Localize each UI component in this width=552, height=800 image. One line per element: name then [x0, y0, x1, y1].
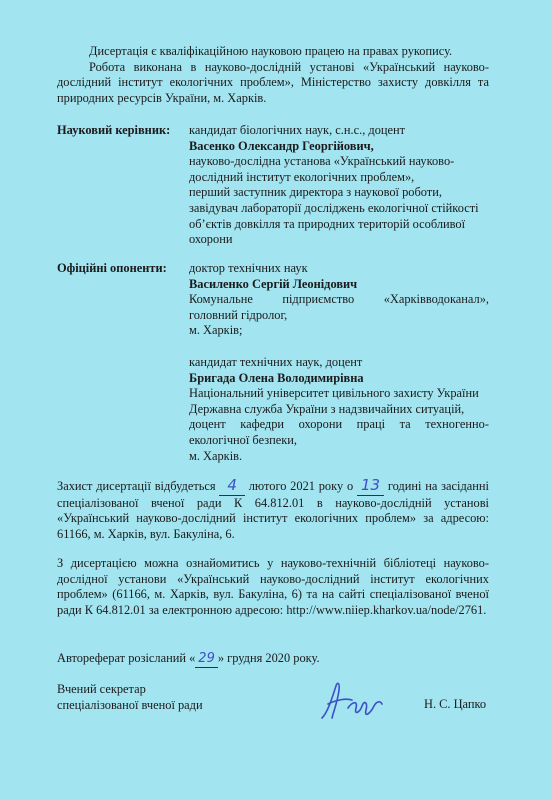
- secretary-title-line2: спеціалізованої вченої ради: [57, 697, 203, 712]
- signature-image: [318, 678, 388, 724]
- opponent2-org2: Державна служба України з надзвичайних ситуацій,: [189, 401, 465, 416]
- library-text: З дисертацією можна ознайомитись у науково-технічній бібліотеці науково-дослідної установи «Український науково-дослідний інститут екологічних проблем» (61166, м. Харків, вул. Бакуліна, 6) та на сайті спеціалізованої вченої ради К 64.812.01 за електронною адресою: http://www.niiep.kharkov.ua/node/2761.: [57, 556, 489, 617]
- library-paragraph: [57, 556, 489, 618]
- sent-day-handwritten: 29: [198, 651, 215, 666]
- opponent1-position: головний гідролог,: [189, 307, 288, 322]
- supervisor-section: [57, 123, 489, 248]
- opponent2-degree: кандидат технічних наук, доцент: [189, 354, 363, 369]
- opponent1-org: Комунальне підприємство «Харківводоканал»,: [189, 292, 489, 307]
- defense-paragraph: [57, 478, 489, 542]
- defense-day-field: [219, 478, 245, 496]
- opponents-section: [57, 261, 489, 464]
- opponents-label: Офіційні опоненти:: [57, 261, 167, 275]
- defense-day-handwritten: 4: [227, 476, 237, 494]
- opponents-body: [189, 261, 489, 464]
- sent-suffix: » грудня 2020 року.: [217, 651, 320, 665]
- intro-line: Дисертація є кваліфікаційною науковою працею на правах рукопису.: [89, 44, 453, 58]
- supervisor-org: науково-дослідна установа «Український науково-дослідний інститут екологічних проблем»,: [189, 154, 455, 184]
- intro-paragraph: Робота виконана в науково-дослідній установі «Український науково-дослідний інститут екологічних проблем», Міністерство захисту довкілля та природних ресурсів України, м. Харків.: [57, 59, 489, 105]
- defense-prefix: Захист дисертації відбудеться: [57, 479, 216, 493]
- supervisor-degree: кандидат біологічних наук, с.н.с., доцент: [189, 123, 406, 137]
- opponent1-name: Василенко Сергій Леонідович: [189, 276, 358, 291]
- opponent1-city: м. Харків;: [189, 323, 243, 338]
- intro-block: [57, 44, 489, 106]
- supervisor-body: [189, 123, 489, 248]
- sent-day-field: [195, 651, 218, 668]
- sent-line: [57, 651, 489, 668]
- defense-hour-field: [357, 478, 384, 496]
- opponent2-position: доцент кафедри охорони праці та техногенно-екологічної безпеки,: [189, 417, 489, 447]
- secretary-name: Н. С. Цапко: [424, 697, 487, 711]
- opponent2-city: м. Харків.: [189, 448, 243, 463]
- opponent2-name: Бригада Олена Володимирівна: [189, 370, 364, 385]
- supervisor-label: Науковий керівник:: [57, 123, 171, 137]
- defense-hour-handwritten: 13: [360, 476, 381, 494]
- supervisor-position: перший заступник директора з наукової роботи, завідувач лабораторії досліджень екологічної стійкості об’єктів довкілля та природних територій особливої охорони: [189, 185, 479, 247]
- secretary-title-line1: Вчений секретар: [57, 682, 146, 696]
- defense-mid: лютого 2021 року о: [248, 479, 354, 493]
- sent-prefix: Автореферат розісланий «: [57, 651, 196, 665]
- defense-suffix: годині на засіданні спеціалізованої вченої ради К 64.812.01 в науково-дослідній установі «Український науково-дослідний інститут екологічних проблем» за адресою: 61166, м. Харків, вул. Бакуліна, 6.: [57, 479, 489, 541]
- opponent1-degree: доктор технічних наук: [189, 261, 308, 275]
- opponent2-org1: Національний університет цивільного захисту України: [189, 386, 479, 401]
- supervisor-name: Васенко Олександр Георгійович,: [189, 138, 374, 153]
